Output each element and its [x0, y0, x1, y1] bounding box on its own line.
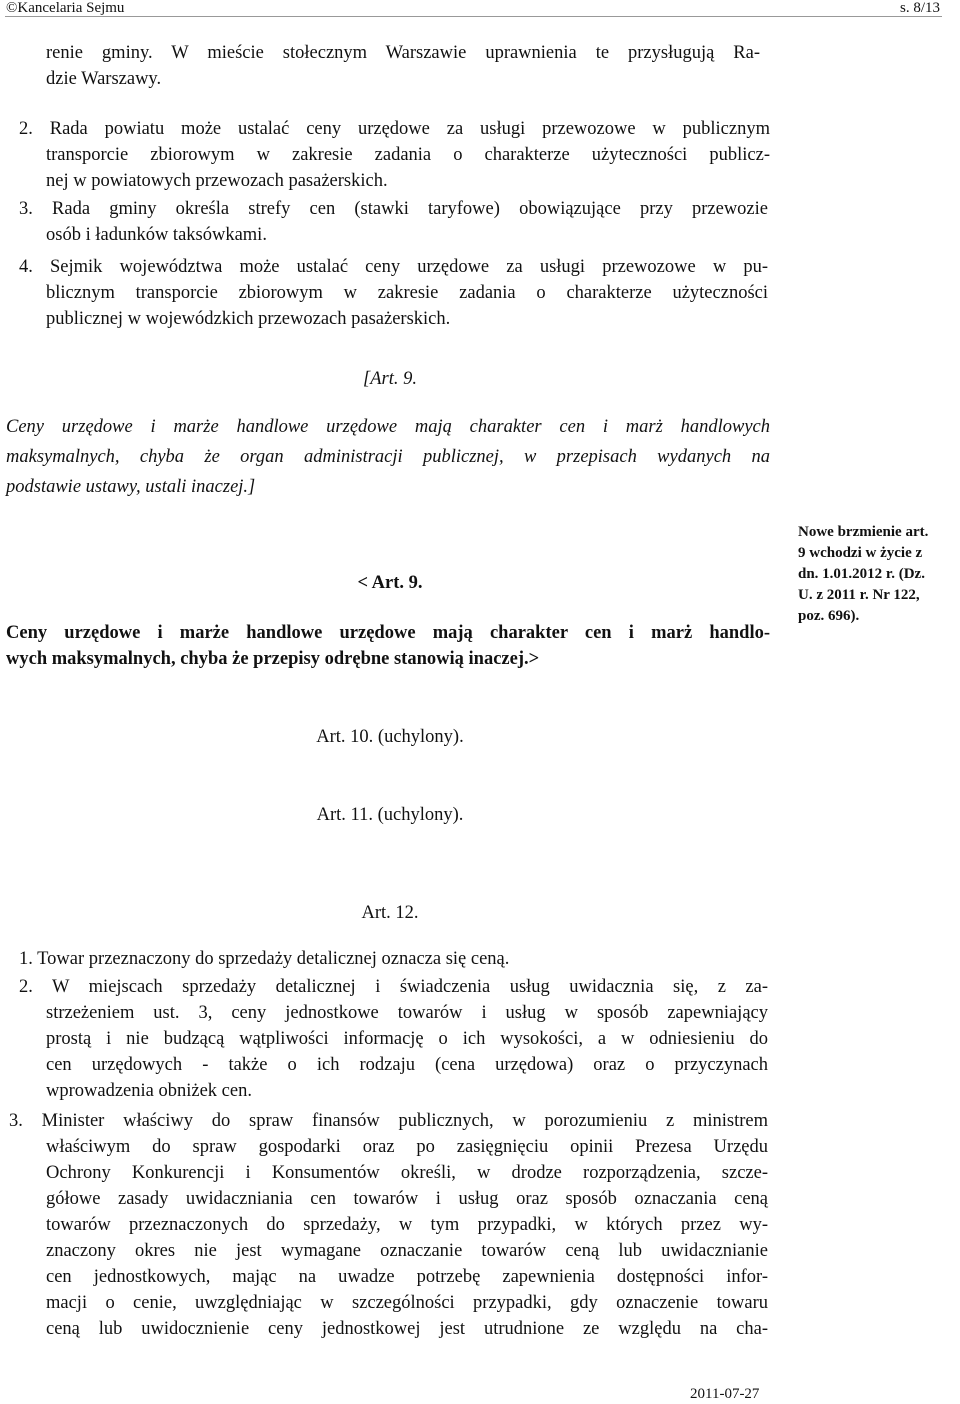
article-12-paragraph-1 — [19, 946, 768, 972]
paragraph-3 — [19, 196, 768, 248]
margin-note — [798, 522, 960, 627]
article-10-label: Art. 10. — [316, 727, 374, 747]
text-line: 2. Rada powiatu może ustalać ceny urzędowe za usługi przewozowe w publicznym — [19, 119, 770, 139]
text-line: strzeżeniem ust. 3, ceny jednostkowe towarów i usług w sposób zapewniający — [46, 1003, 768, 1023]
text-line: 3. Rada gminy określa strefy cen (stawki taryfowe) obowiązujące przy przewozie — [19, 199, 768, 219]
article-10-status: (uchylony). — [373, 727, 464, 747]
old-article-9-title: [Art. 9. — [363, 369, 417, 389]
paragraph-continuation — [46, 40, 760, 92]
text-line: 3. Minister właściwy do spraw finansów publicznych, w porozumieniu z ministrem — [9, 1111, 768, 1131]
text-line: cen urzędowych - także o ich rodzaju (cena urzędowa) oraz o przyczynach — [46, 1055, 768, 1075]
text-line: wprowadzenia obniżek cen. — [46, 1081, 252, 1101]
article-10 — [240, 724, 540, 750]
text-line: Ceny urzędowe i marże handlowe urzędowe mają charakter cen i marż handlo- — [6, 623, 770, 643]
article-12-paragraph-2 — [19, 974, 768, 1104]
text-line: gółowe zasady uwidaczniania cen towarów i usług oraz sposób oznaczania ceną — [46, 1189, 768, 1209]
margin-note-line: dn. 1.01.2012 r. (Dz. — [798, 566, 925, 582]
text-line: prostą i nie budzącą wątpliwości informację o ich wysokości, a w odniesieniu do — [46, 1029, 768, 1049]
text-line: znaczony okres nie jest wymagane oznaczanie towarów ceną lub uwidacznianie — [46, 1241, 768, 1261]
margin-note-line: Nowe brzmienie art. — [798, 524, 929, 540]
text-line: ceną lub uwidocznienie ceny jednostkowej jest utrudnione ze względu na cha- — [46, 1319, 768, 1339]
header-source: ©Kancelaria Sejmu — [6, 0, 125, 16]
text-line: Ceny urzędowe i marże handlowe urzędowe mają charakter cen i marż handlowych — [6, 417, 770, 437]
page-number: s. 8/13 — [899, 0, 940, 16]
text-line: blicznym transporcie zbiorowym w zakresie zadania o charakterze użyteczności — [46, 283, 768, 303]
text-line: wych maksymalnych, chyba że przepisy odrębne stanowią inaczej.> — [6, 649, 540, 669]
text-line: cen jednostkowych, mając na uwadze potrzebę zapewnienia dostępności infor- — [46, 1267, 768, 1287]
article-11 — [240, 802, 540, 828]
header-rule — [5, 16, 942, 17]
paragraph-2 — [19, 116, 770, 194]
article-12-title: Art. 12. — [361, 903, 419, 923]
text-line: właściwym do spraw gospodarki oraz po zasięgnięciu opinii Prezesa Urzędu — [46, 1137, 768, 1157]
text-line: nej w powiatowych przewozach pasażerskich. — [46, 171, 388, 191]
margin-note-line: 9 wchodzi w życie z — [798, 545, 923, 561]
article-12-paragraph-3 — [9, 1108, 768, 1342]
new-article-9-title: < Art. 9. — [357, 573, 423, 593]
text-line: renie gminy. W mieście stołecznym Warszawie uprawnienia te przysługują Ra- — [46, 43, 760, 63]
text-line: maksymalnych, chyba że organ administracji publicznej, w przepisach wydanych na — [6, 447, 770, 467]
text-line: dzie Warszawy. — [46, 69, 162, 89]
old-article-9-text — [6, 414, 770, 500]
text-line: towarów przeznaczonych do sprzedaży, w tym przypadki, w których przez wy- — [46, 1215, 768, 1235]
text-line: publicznej w wojewódzkich przewozach pasażerskich. — [46, 309, 451, 329]
text-line: 2. W miejscach sprzedaży detalicznej i świadczenia usług uwidacznia się, z za- — [19, 977, 768, 997]
text-line: transporcie zbiorowym w zakresie zadania o charakterze użyteczności publicz- — [46, 145, 770, 165]
new-article-9-text — [6, 620, 770, 672]
text-line: Ochrony Konkurencji i Konsumentów określi, w drodze rozporządzenia, szcze- — [46, 1163, 768, 1183]
text-line: podstawie ustawy, ustali inaczej.] — [6, 477, 256, 497]
text-line: osób i ładunków taksówkami. — [46, 225, 267, 245]
text-line: macji o cenie, uwzględniając w szczególności przypadki, gdy oznaczenie towaru — [46, 1293, 768, 1313]
article-11-label: Art. 11. — [316, 805, 373, 825]
margin-note-line: U. z 2011 r. Nr 122, — [798, 587, 920, 603]
text-line: 1. Towar przeznaczony do sprzedaży detalicznej oznacza się ceną. — [19, 949, 510, 969]
paragraph-4 — [19, 254, 768, 332]
text-line: 4. Sejmik województwa może ustalać ceny urzędowe za usługi przewozowe w pu- — [19, 257, 768, 277]
article-11-status: (uchylony). — [372, 805, 464, 825]
document-date: 2011-07-27 — [690, 1386, 760, 1402]
margin-note-line: poz. 696). — [798, 608, 860, 624]
